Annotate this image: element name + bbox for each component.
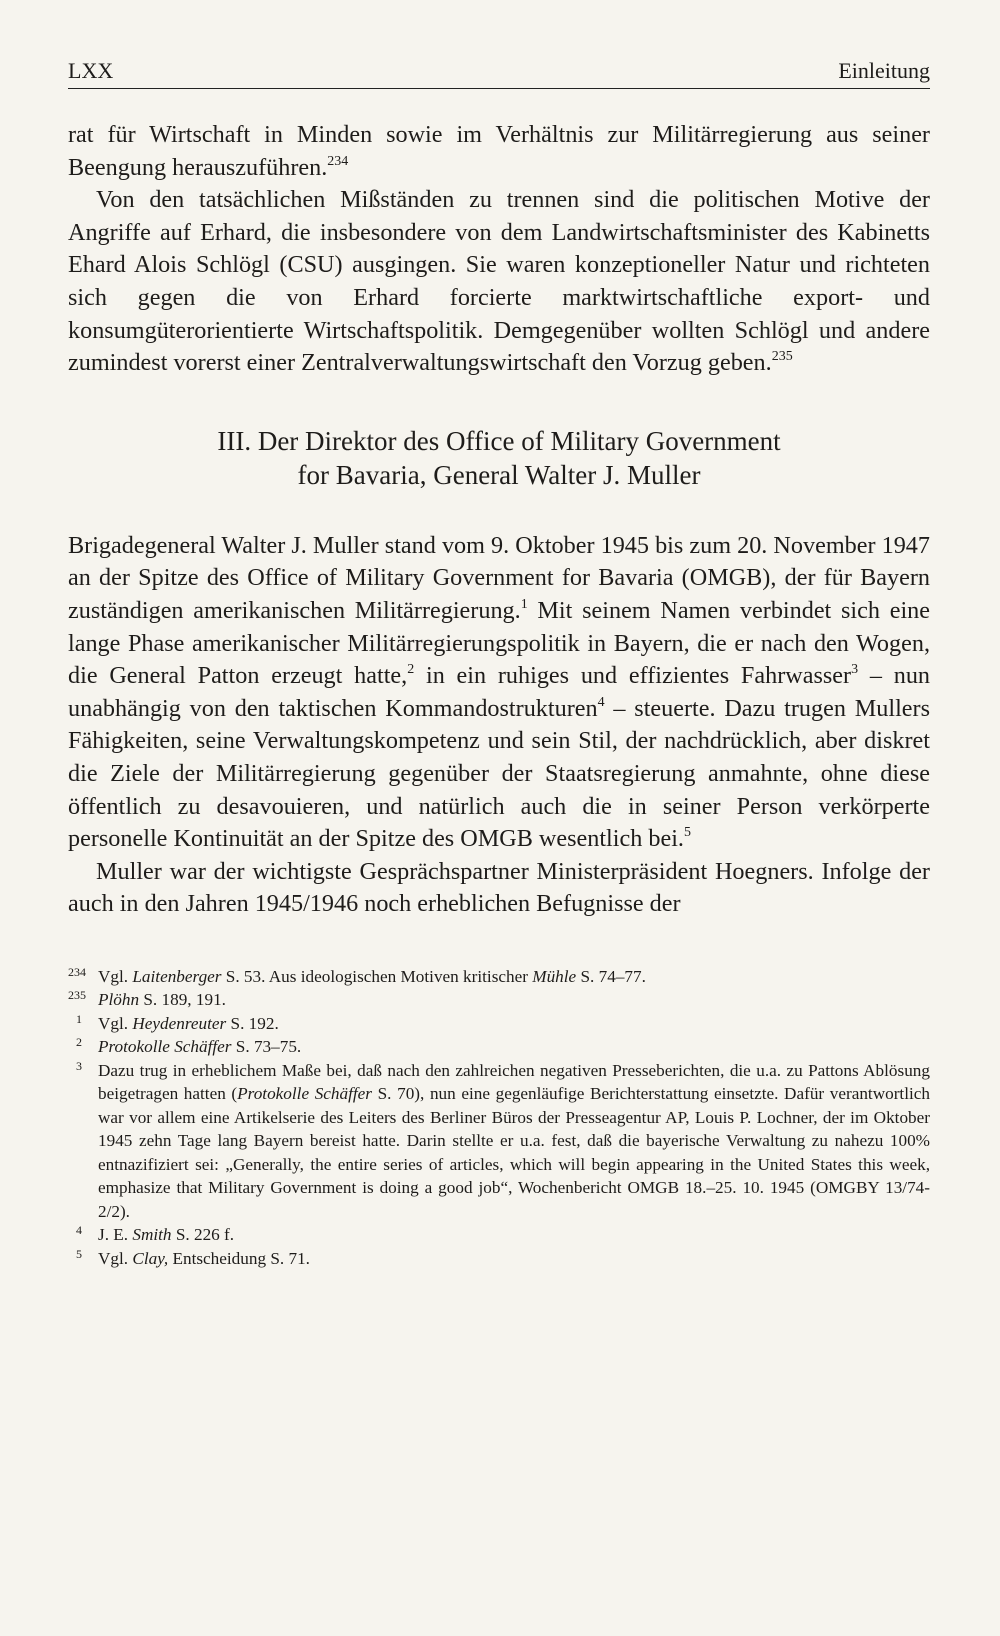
footnote-ref-5: 5 (683, 825, 691, 841)
footnotes (68, 965, 930, 1271)
footnote-ref-4: 4 (597, 694, 605, 710)
footnote-ref-2: 2 (407, 662, 415, 678)
footnote-ref-1: 1 (520, 596, 528, 612)
footnote-4: 4 J. E. Smith S. 226 f. (76, 1223, 235, 1245)
section-heading-line-2: for Bavaria, General Walter J. Muller (297, 459, 701, 490)
footnote-ref-235: 235 (771, 349, 793, 365)
footnote-ref-3: 3 (851, 662, 859, 678)
main-text (68, 119, 930, 921)
running-header (68, 58, 930, 89)
running-title: Einleitung (838, 58, 930, 83)
intro-paragraph-1: rat für Wirtschaft in Minden sowie im Verhältnis zur Militärregierung aus seiner Beengung herauszuführen.$^{234}$ (68, 121, 930, 181)
footnote-235: 235 Plöhn S. 189, 191. (68, 988, 226, 1010)
section-paragraph-1: Brigadegeneral Walter J. Muller stand vom 9. Oktober 1945 bis zum 20. November 1947 an der Spitze des Office of Military Government for Bavaria (OMGB), der für Bayern zuständigen amerikanischen Militärregierung.$^1$ Mit seinem Namen verbindet sich eine lange Phase amerikanischer Militärregierungspolitik in Bayern, die er nach den Wogen, die General Patton erzeugt hatte,$^2$ in ein ruhiges und effizientes Fahrwasser$^3$ – nun unabhängig von den taktischen Kommandostrukturen$^4$ – steuerte. Dazu trugen Mullers Fähigkeiten, seine Verwaltungskompetenz und sein Stil, der nachdrücklich, aber diskret die Ziele der Militärregierung gegenüber der Staatsregierung anmahnte, ohne diese öffentlich zu desavouieren, und natürlich auch die in seiner Person verkörperte personelle Kontinuität an der Spitze des OMGB wesentlich bei.$^5$ (68, 531, 930, 853)
footnote-234: 234 Vgl. Laitenberger S. 53. Aus ideologischen Motiven kritischer Mühle S. 74–77. (68, 964, 646, 986)
section-heading (68, 424, 930, 492)
footnote-2: 2 Protokolle Schäffer S. 73–75. (76, 1035, 302, 1057)
section-heading-line-1: III. Der Direktor des Office of Military Government (217, 425, 781, 456)
footnote-ref-234: 234 (327, 153, 349, 169)
page-number: LXX (68, 58, 114, 83)
footnote-5: 5 Vgl. Clay, Entscheidung S. 71. (76, 1246, 310, 1268)
footnote-3: 3 Dazu trug in erheblichem Maße bei, daß nach den zahlreichen negativen Presseberichten, die u.a. zu Pattons Ablösung beigetragen hatten (Protokolle Schäffer S. 70), nun eine gegenläufige Berichterstattung einsetzte. Dafür verantwortlich war vor allem eine Artikelserie des Leiters des Berliner Büros der Presseagentur AP, Louis P. Lochner, der im Oktober 1945 zehn Tage lang Bayern bereist hatte. Darin stellte er u.a. fest, daß die bayerische Verwaltung zu nahezu 100% entnazifiziert sei: „Generally, the entire series of articles, which will begin appearing in the United States this week, emphasize that Military Government is doing a good job“, Wochenbericht OMGB 18.–25. 10. 1945 (OMGBY 13/74-2/2). (76, 1058, 930, 1221)
footnote-1: 1 Vgl. Heydenreuter S. 192. (76, 1011, 279, 1033)
intro-paragraph-2: Von den tatsächlichen Mißständen zu trennen sind die politischen Motive der Angriffe auf Erhard, die insbesondere von dem Landwirtschaftsminister des Kabinetts Ehard Alois Schlögl (CSU) ausgingen. Sie waren konzeptioneller Natur und richteten sich gegen die von Erhard forcierte marktwirtschaftliche export- und konsumgüterorientierte Wirtschaftspolitik. Demgegenüber wollten Schlögl und andere zumindest vorerst einer Zentralverwaltungswirtschaft den Vorzug geben.$^{235}$ (68, 186, 930, 377)
section-paragraph-2: Muller war der wichtigste Gesprächspartner Ministerpräsident Hoegners. Infolge der auch in den Jahren 1945/1946 noch erheblichen Befugnisse der (68, 857, 930, 918)
book-page (68, 58, 930, 1270)
